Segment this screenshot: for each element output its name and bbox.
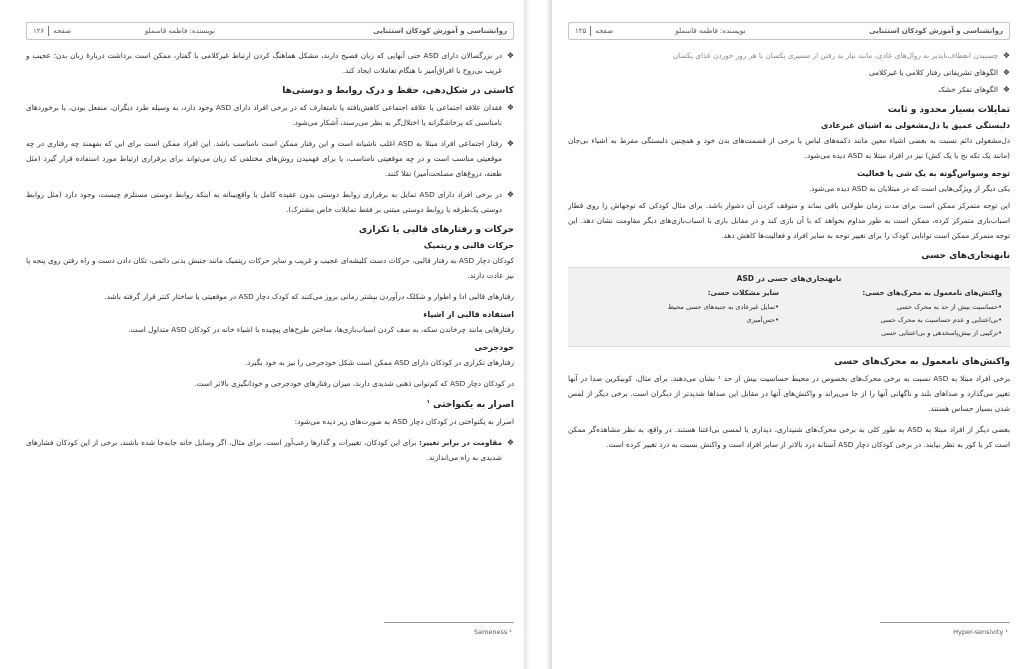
paragraph: برخی افراد مبتلا به ASD نسبت به برخی محرک‌های بخصوص در محیط حساسیت بیش از حد ¹ نشان می‌دهند، برای مثال، کوبیکرین صدا در آنها تغییر می‌گذارد و صداهای بلند و ناگهانی آنها را از جا می‌پراند و واکنش‌های آنها در مقابل این صداها شدیدتر از دیگران است. برخی دیگر از لمس شدن بسیار حساس هستند. [568, 374, 1011, 413]
page-label: صفحه [53, 27, 72, 35]
left-page [12, 0, 524, 669]
paragraph: یکی دیگر از ویژگی‌هایی است که در مبتلایان به ASD دیده می‌شود. [808, 184, 1010, 193]
table-cell: •بی‌اعتنایی و عدم حساسیت به محرک حسی [880, 316, 1002, 324]
bullet-paragraph [26, 435, 514, 465]
paragraph: دل‌مشغولی دائم نسبت به بعضی اشیاء معین مانند دکمه‌های لباس یا برخی از قسمت‌های بدن خود و همچنین دلبستگی مفرط به اشیاء بی‌جان (مانند یک تکه نخ یا یک کش) نیز در افراد مبتلا به ASD دیده می‌شود. [568, 136, 1010, 160]
paragraph: در کودکان دچار ASD که کم‌توانی ذهنی شدیدی دارند، میزان رفتارهای خودجرحی و خودانگیزی بالاتر است. [194, 379, 514, 388]
footnote-rule [384, 622, 514, 623]
section-heading: نابهنجاری‌های حسی [921, 251, 1010, 261]
bullet-paragraph: ❖ فقدان علاقه اجتماعی یا علاقه اجتماعی کاهش‌یافته یا نامتعارف که در برخی افراد دارای ASD وجود دارد، به وسیله طرد دیگران، منفعل بودن، یا برخوردهای نامناسبی که پرخاشگرانه یا اختلال‌گر به نظر می‌رسند، آشکار می‌شود. [26, 100, 514, 130]
subsection-heading: توجه وسواس‌گونه به یک شی یا فعالیت [856, 169, 1010, 178]
right-page-content [568, 48, 1010, 452]
table-column [576, 289, 779, 340]
table-column [799, 289, 1002, 340]
bullet-paragraph: ❖ رفتار اجتماعی افراد مبتلا به ASD اغلب ناشیانه است و این رفتار ممکن است نامناسب باشد. این افراد ممکن است برای این که بفهمند چه رفتاری در چه موقعیتی مناسب است و در چه موقعیتی نامناسب، یا برای فهمیدن روش‌های مختلفی که زبان می‌تواند برای برقراری ارتباط مورد استفاده قرار گیرد (مثل طعنه، دروغ‌های مصلحت‌آمیز) تقلا کنند. [26, 136, 514, 181]
table-cell: •تمایل غیرعادی به جنبه‌های حسی محیط [667, 303, 779, 311]
bullet-paragraph: ❖ در بزرگسالان دارای ASD حتی آنهایی که زبان فصیح دارند، مشکل هماهنگ کردن ارتباط غیرکلامی با گفتار، ممکن است برداشت دربارهٔ زبان بدن؛ عجیب و غریب بی‌روح یا افراق‌آمیز با هنگام تعاملات ایجاد کند. [26, 48, 514, 78]
book-gutter [524, 0, 552, 669]
footnote: Sameness ¹ [473, 628, 512, 636]
page-label: صفحه [595, 27, 614, 35]
right-page [552, 0, 1020, 669]
footnote-marker: ۱ [426, 399, 430, 405]
bullet-paragraph: ❖ الگوهای تفکر خشک [568, 82, 1010, 97]
book-title: روانشناسی و آموزش کودکان استثنایی [869, 27, 1003, 35]
bullet-text: برای این کودکان، تغییرات و گذارها رعب‌آور است. برای مثال، اگر وسایل خانه جابه‌جا شده باشند، برخی از این کودکان فشارهای شدیدی به راه می‌اندازند. [26, 438, 502, 462]
sensory-table [568, 267, 1010, 347]
bullet-paragraph: ❖ چسبیدن انعطاف‌ناپذیر به روال‌های عادی، مانند نیاز به رفتن از مسیری یکسان یا هر روز خوردن غذای یکسان [568, 48, 1010, 63]
footnote-rule [880, 622, 1010, 623]
section-heading: حرکات و رفتارهای قالبی یا تکراری [358, 225, 514, 235]
bullet-paragraph: ❖ در برخی افراد دارای ASD تمایل به برقراری روابط دوستی بدون عقیده کامل یا واقع‌بینانه به اینکه روابط دوستی مستلزم چیست، وجود دارد (مثل روابط دوستی یک‌طرفه یا روابط دوستی مبتنی بر فقط تمایلات خاص مشترک). [26, 187, 514, 217]
section-heading: کاستی در شکل‌دهی، حفظ و درک روابط و دوستی‌ها [282, 86, 514, 96]
footnote: Hyper-sensivity ¹ [953, 628, 1008, 636]
table-cell: •حساسیت بیش از حد به محرک حسی [896, 303, 1002, 311]
paragraph: بعضی دیگر از افراد مبتلا به ASD به طور کلی به برخی محرک‌های شنیداری، دیداری یا لمسی بی‌اعتنا هستند. در واقع، به نظر مشاهده‌گر ممکن است کر یا کور به نظر بیایند. در برخی کودکان دچار ASD آستانه درد بالاتر از سایر افراد است و واکنش نسبت به درد تغییر کرده است. [568, 425, 1010, 449]
section-heading [26, 399, 514, 410]
section-heading: تمایلات بسیار محدود و ثابت [887, 105, 1010, 115]
page-number: ۱۲۶ [32, 27, 45, 35]
header-separator [48, 26, 49, 36]
subsection-heading: دلبستگی عمیق یا ذل‌مشغولی به اشیای غیرعادی [821, 121, 1010, 130]
left-page-content [26, 48, 514, 465]
left-page-header [26, 22, 514, 40]
table-column-header: سایر مشکلات حسی: [707, 289, 779, 297]
paragraph: رفتارهایی مانند چرخاندن سکه، به صف کردن اسباب‌بازی‌ها، ساختن طرح‌های پیچیده با اشیاء خانه در کودکان ASD متداول است. [128, 325, 514, 334]
paragraph: رفتارهای قالبی ادا و اطوار و شکلک درآوردن بیشتر زمانی بروز می‌کنند که کودک دچار ASD در موقعیتی یا ساختار کنتر قرار گرفته باشد. [104, 292, 514, 301]
subsection-heading: استفاده قالبی از اشیاء [423, 310, 514, 319]
book-title: روانشناسی و آموزش کودکان استثنایی [373, 27, 507, 35]
page-number-box [33, 26, 71, 36]
table-cell: •ترکیبی از بیش‌پاسخدهی و بی‌اعتنایی حسی [881, 329, 1002, 337]
author-name: نویسنده: فاطمه قاسملو [144, 27, 216, 35]
paragraph: اصرار به یکنواختی در کودکان دچار ASD به صورت‌های زیر دیده می‌شود: [294, 417, 514, 426]
page-number-box [575, 26, 613, 36]
table-column-header: واکنش‌های نامعمول به محرک‌های حسی: [862, 289, 1002, 297]
header-separator [590, 26, 591, 36]
bullet-paragraph: ❖ الگوهای تشریفاتی رفتار کلامی یا غیرکلامی [568, 65, 1010, 80]
heading-text: اصرار به یکنواختی [432, 400, 514, 410]
right-page-header [568, 22, 1010, 40]
section-heading: واکنش‌های نامعمول به محرک‌های حسی [834, 357, 1010, 367]
table-grid [576, 289, 1002, 340]
subsection-heading: خودجرحی [474, 343, 514, 352]
paragraph: کودکان دچار ASD به رفتار قالبی، حرکات دست کلیشه‌ای عجیب و غریب و سایر حرکات ریتمیک مانند جنبش بدنی دائمی، تکان دادن دست و راه رفتن روی پنجه پا نیز عادت دارند. [26, 256, 514, 280]
subsection-heading: حرکات قالبی و ریتمیک [423, 241, 514, 250]
bold-lead: مقاومت در برابر تغییر: [419, 438, 502, 447]
page-number: ۱۲۵ [574, 27, 587, 35]
paragraph: این توجه متمرکز ممکن است برای مدت زمان طولانی باقی بماند و متوقف کردن آن دشوار باشد. برای مثال کودکی که توجهاش را روی قطار اسباب‌بازی متمرکز کرده، ممکن است به طور مداوم بخواهد که با آن بازی کند و در مقابل بازی با اسباب‌بازی‌های دیگر مقاومت نشان دهد. این توجه متمرکز ممکن است توانایی کودک را برای تغییر توجه به سایر افراد و فعالیت‌ها کاهش دهد. [568, 201, 1010, 240]
author-name: نویسنده: فاطمه قاسملو [675, 27, 746, 35]
paragraph: رفتارهای تکراری در کودکان دارای ASD ممکن است شکل خودجرحی را نیز به خود بگیرد. [244, 358, 514, 367]
table-cell: •حس‌آمیزی [746, 316, 779, 324]
table-title: نابهنجاری‌های حسی در ASD [736, 274, 842, 283]
